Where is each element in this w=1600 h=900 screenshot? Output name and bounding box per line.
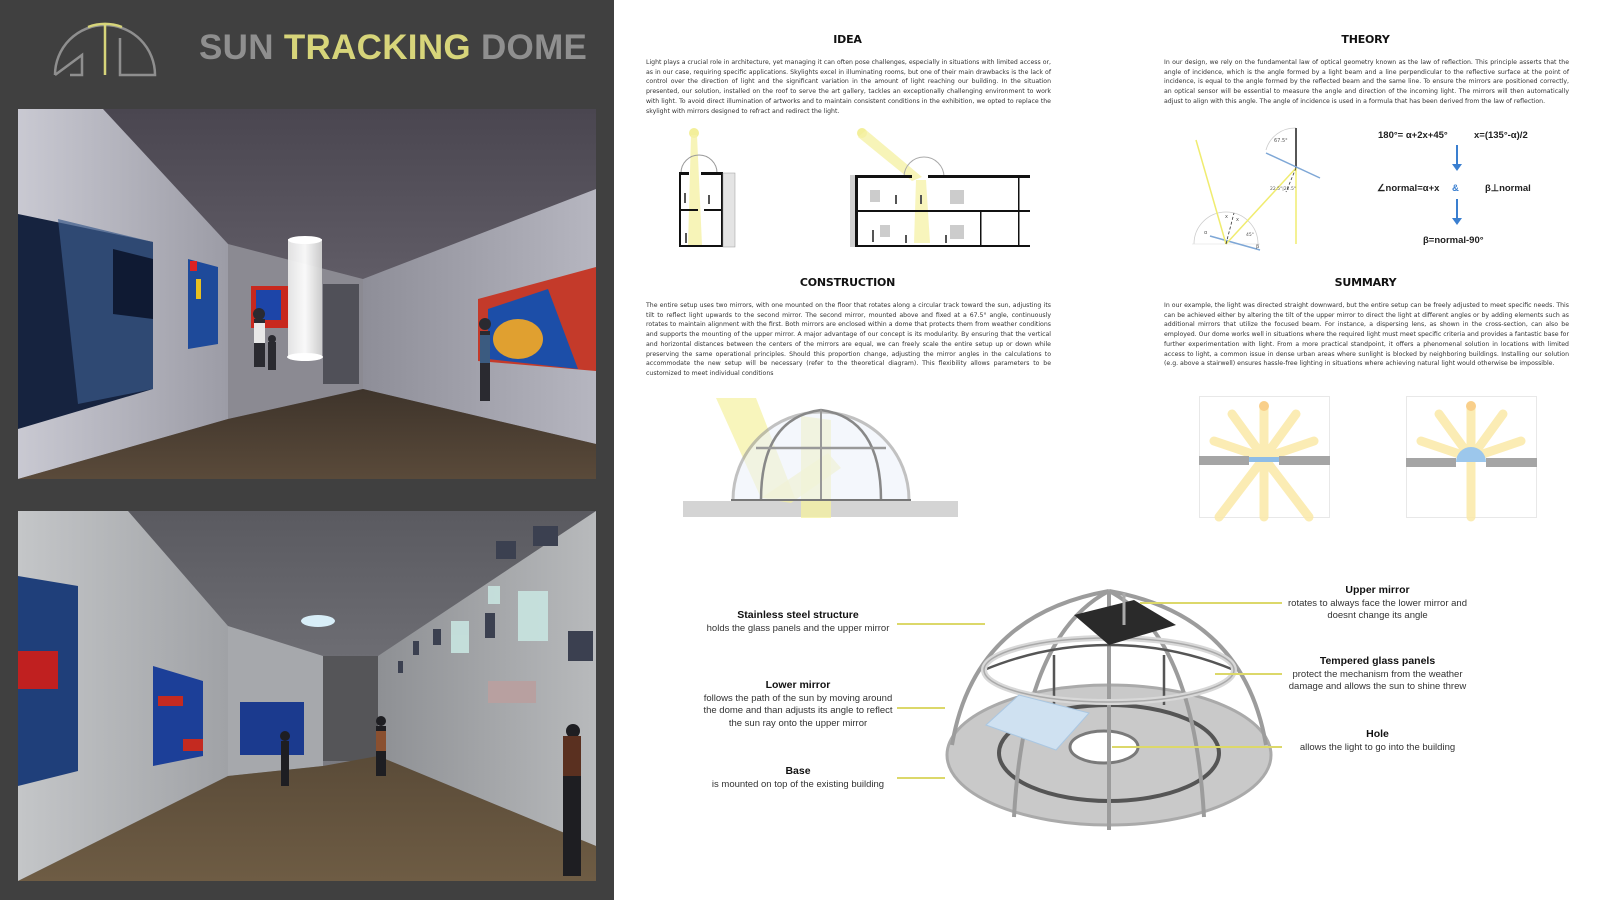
dome-axonometric-figure: [944, 585, 1274, 835]
formula-normal-angle: ∠normal=α+x: [1377, 183, 1440, 194]
angle-label-x2: x: [1236, 217, 1239, 223]
title-part-tracking: TRACKING: [283, 28, 471, 67]
callout-hole: [1285, 728, 1470, 754]
callout-title: Tempered glass panels: [1319, 655, 1436, 667]
angle-label-x1: x: [1225, 214, 1228, 220]
arrow-down-icon: [1456, 199, 1458, 223]
building-section-wide-figure: [850, 125, 1030, 250]
gallery-render-skylight: [18, 511, 596, 881]
callout-title: Base: [785, 765, 811, 777]
idea-title: IDEA: [833, 33, 862, 46]
idea-paragraph: Light plays a crucial role in architecture, yet managing it can often pose challenges, especially in situations with limited access or, as in our case, requiring specific applications. Skylights excel in illuminating rooms, but one of their main drawbacks is the lack of control over the direction of light and the significant variation in the amount of light reaching our building. In the situation presented, our solution, installed on the roof to serve the art gallery, tackles an exceptionally challenging environment to work with light. To avoid direct illumination of artworks and to maintain consistent conditions in the exhibition, we opted to replace the skylight with mirrors designed to refract and redirect the light.: [646, 59, 1051, 115]
title-part-dome: DOME: [480, 28, 588, 67]
arrow-down-icon: [1456, 145, 1458, 169]
callout-text: is mounted on top of the existing building: [711, 778, 885, 790]
angle-label-alpha: α: [1204, 230, 1208, 236]
callout-upper-mirror: [1285, 584, 1470, 623]
leader-line: [897, 707, 945, 709]
dome-logo-icon: [50, 20, 160, 80]
angle-label-45: 45°: [1246, 233, 1254, 238]
callout-title: Upper mirror: [1345, 584, 1410, 596]
leader-line: [897, 777, 945, 779]
formula-x: x=(135°-α)/2: [1474, 130, 1528, 141]
construction-title: CONSTRUCTION: [799, 276, 896, 289]
construction-paragraph: The entire setup uses two mirrors, with one mounted on the floor that rotates along a circular track toward the sun, adjusting its tilt to reflect light upwards to the second mirror. The second mirror, mounted above and fixed at a 67.5° angle, continuously rotates to maintain alignment with the first. Both mirrors are enclosed within a dome that protects them from weather conditions and supports the mounting of the upper mirror. A major advantage of our concept is its modularity. By ensuring that the vertical and horizontal distances between the centers of the mirrors are equal, we can freely scale the entire setup up or down while preserving the same operational principles. Should this proportion change, adjusting the mirror angles in the calculations to accommodate the new setup will be necessary (refer to the theoretical diagram). This flexibility allows parameters to be customized to meet individual conditions: [646, 302, 1051, 377]
callout-text: protect the mechanism from the weather damage and allows the sun to shine threw: [1288, 668, 1467, 692]
left-panel: [0, 0, 614, 900]
formula-beta-perpendicular: β⊥normal: [1485, 183, 1531, 194]
formula-ampersand: &: [1452, 183, 1459, 194]
callout-stainless-steel-structure: [698, 609, 898, 635]
callout-lower-mirror: [698, 679, 898, 730]
gallery-render-light-column: [18, 109, 596, 479]
summary-title: SUMMARY: [1334, 276, 1397, 289]
callout-title: Hole: [1366, 728, 1389, 740]
leader-line: [1112, 746, 1282, 748]
callout-text: holds the glass panels and the upper mirror: [706, 622, 890, 634]
angle-label-upper: 67.5°: [1274, 138, 1288, 144]
title-part-sun: SUN: [199, 28, 274, 67]
formula-angle-sum: 180°= α+2x+45°: [1378, 130, 1448, 141]
reflection-angle-diagram: [1190, 128, 1330, 248]
callout-base: [698, 765, 898, 791]
formula-beta: β=normal-90°: [1423, 235, 1484, 246]
theory-title: THEORY: [1341, 33, 1390, 46]
callout-text: allows the light to go into the building: [1299, 741, 1456, 753]
leader-line: [897, 623, 985, 625]
angle-label-beta: β: [1256, 244, 1260, 250]
theory-paragraph: In our design, we rely on the fundamental law of optical geometry known as the law of reflection. This principle asserts that the angle of incidence, which is the angle formed by a light beam and a line perpendicular to the reflective surface at the point of incidence, is equal to the angle formed by the reflected beam and the same line. To ensure the mirrors are positioned correctly, an optical sensor will be essential to measure the angle and direction of the incoming light. The mirrors will then automatically adjust to align with this angle. The angle of incidence is used in a formula that has been derived from the law of reflection.: [1164, 59, 1569, 105]
angle-label-mid: 22.5°|22.5°: [1270, 187, 1297, 192]
callout-title: Lower mirror: [765, 679, 831, 691]
callout-title: Stainless steel structure: [737, 609, 859, 621]
callout-tempered-glass-panels: [1285, 655, 1470, 694]
dome-cross-section-figure: [683, 398, 963, 518]
summary-paragraph: In our example, the light was directed straight downward, but the entire setup can be freely adjusted to meet specific needs. This can be achieved either by altering the tilt of the upper mirror to direct the light at different angles or by adding elements such as additional mirrors that utilize the focused beam. For instance, a dispersing lens, as shown in the cross-section, can also be employed. Our dome works well in situations where the required light must meet specific criteria and provides a fantastic base for further experimentation with light. From a more practical standpoint, it offers a phenomenal solution in locations with limited access to light, a common issue in dense urban areas where sunlight is blocked by neighboring buildings. Installing our solution (e.g. above a stairwell) ensures hassle-free lighting in situations where achieving natural light would otherwise be impossible.: [1164, 302, 1569, 368]
lens-skylight-diagram: [1406, 396, 1537, 518]
page-title: [199, 28, 587, 68]
building-section-small-figure: [670, 125, 750, 250]
leader-line: [1215, 673, 1282, 675]
flat-skylight-diagram: [1199, 396, 1330, 518]
callout-text: rotates to always face the lower mirror and doesnt change its angle: [1288, 597, 1467, 621]
callout-text: follows the path of the sun by moving around the dome and than adjusts its angle to reflect the sun ray onto the upper mirror: [703, 692, 893, 729]
leader-line: [1140, 602, 1282, 604]
